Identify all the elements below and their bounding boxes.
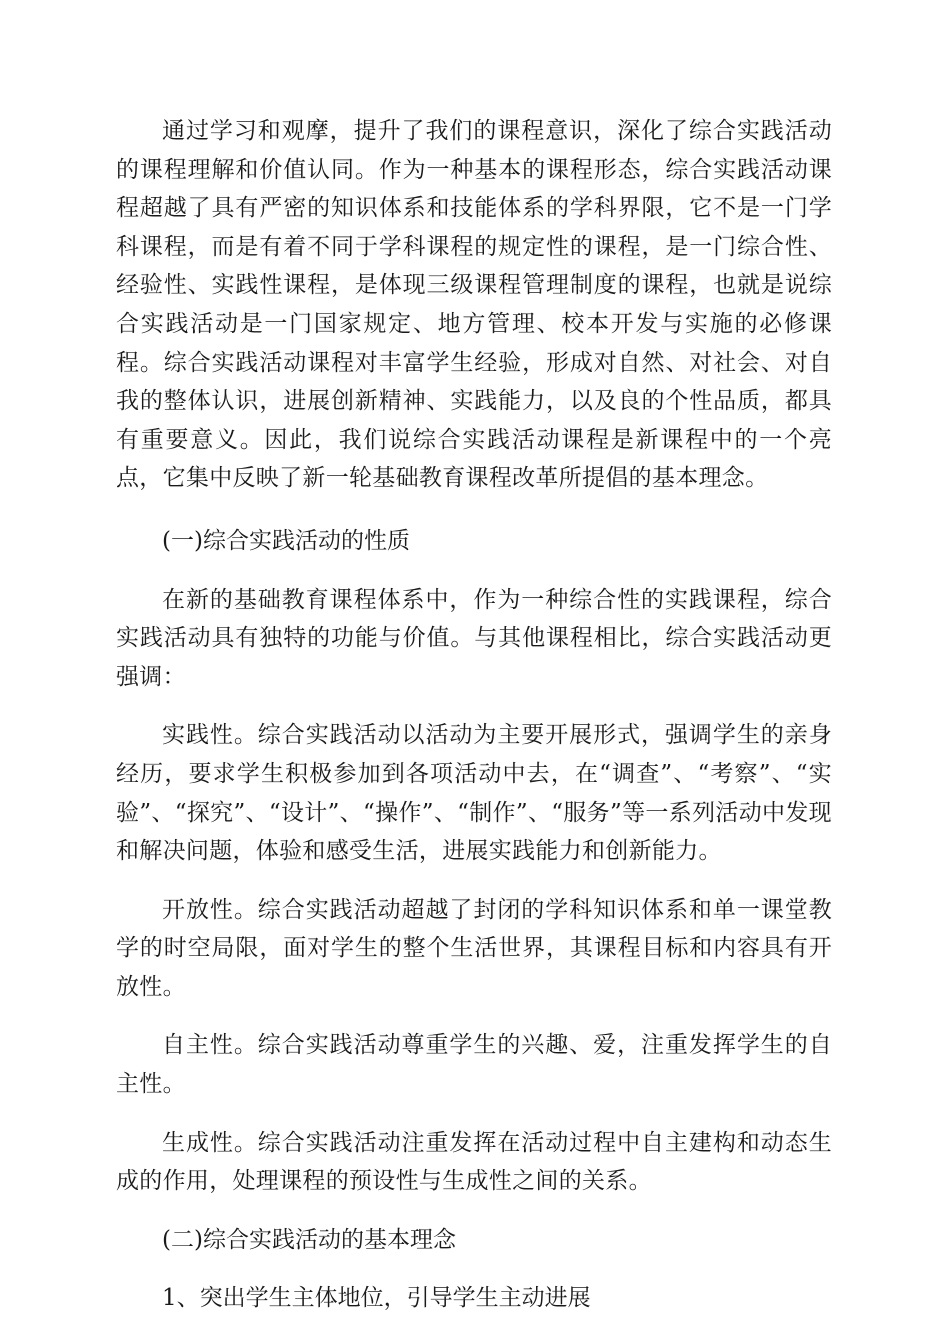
paragraph-autonomy: 自主性。综合实践活动尊重学生的兴趣、爱，注重发挥学生的自主性。	[116, 1032, 832, 1098]
paragraph-generativity: 生成性。综合实践活动注重发挥在活动过程中自主建构和动态生成的作用，处理课程的预设性与生成性之间的关系。	[116, 1129, 832, 1195]
paragraph-openness: 开放性。综合实践活动超越了封闭的学科知识体系和单一课堂教学的时空局限，面对学生的整个生活世界，其课程目标和内容具有开放性。	[116, 896, 832, 1000]
section-heading-nature: (一)综合实践活动的性质	[162, 527, 410, 554]
document-body	[116, 112, 832, 1318]
paragraph-intro: 通过学习和观摩，提升了我们的课程意识，深化了综合实践活动的课程理解和价值认同。作为一种基本的课程形态，综合实践活动课程超越了具有严密的知识体系和技能体系的学科界限，它不是一门学科课程，而是有着不同于学科课程的规定性的课程，是一门综合性、经验性、实践性课程，是体现三级课程管理制度的课程，也就是说综合实践活动是一门国家规定、地方管理、校本开发与实施的必修课程。综合实践活动课程对丰富学生经验，形成对自然、对社会、对自我的整体认识，进展创新精神、实践能力，以及良的个性品质，都具有重要意义。因此，我们说综合实践活动课程是新课程中的一个亮点，它集中反映了新一轮基础教育课程改革所提倡的基本理念。	[116, 118, 832, 492]
subsection-heading-student-subject: 1、突出学生主体地位，引导学生主动进展	[162, 1285, 591, 1312]
section-heading-philosophy: (二)综合实践活动的基本理念	[162, 1226, 456, 1253]
paragraph-nature-intro: 在新的基础教育课程体系中，作为一种综合性的实践课程，综合实践活动具有独特的功能与价值。与其他课程相比，综合实践活动更强调：	[116, 586, 832, 690]
paragraph-practicality: 实践性。综合实践活动以活动为主要开展形式，强调学生的亲身经历，要求学生积极参加到各项活动中去，在“调查”、“考察”、“实验”、“探究”、“设计”、“操作”、“制作”、“服务”等一系列活动中发现和解决问题，体验和感受生活，进展实践能力和创新能力。	[116, 722, 832, 865]
